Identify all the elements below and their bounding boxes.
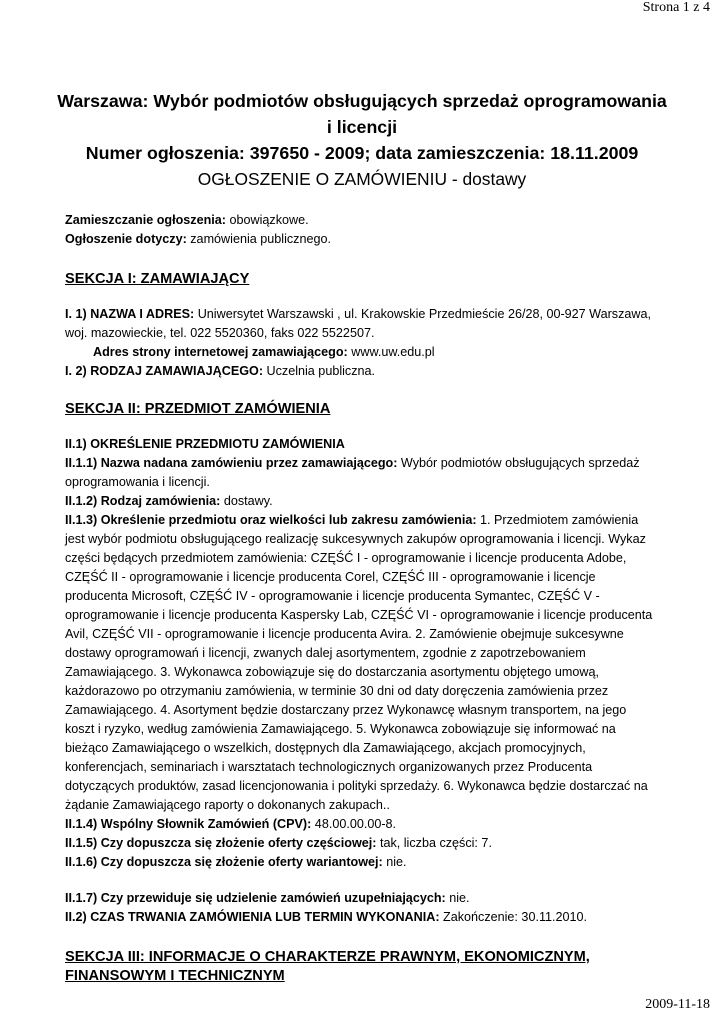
cpv-label: II.1.4) Wspólny Słownik Zamówień (CPV): [65,817,312,831]
order-name-value: Wybór podmiotów obsługujących sprzedaż oprogramowania i licencji. [65,456,640,489]
partial-offer-label: II.1.5) Czy dopuszcza się złożenie oferty częściowej: [65,836,377,850]
supplementary-orders-line [65,889,655,908]
notice-subtitle: OGŁOSZENIE O ZAMÓWIENIU - dostawy [197,169,527,189]
concerns-label: Ogłoszenie dotyczy: [65,232,187,246]
placement-label: Zamieszczanie ogłoszenia: [65,213,226,227]
placement-value: obowiązkowe. [225,213,309,227]
placement-line [65,211,655,230]
order-kind-value: dostawy. [220,494,273,508]
supplementary-orders-label: II.1.7) Czy przewiduje się udzielenie zamówień uzupełniających: [65,891,446,905]
partial-offer-line [65,834,655,853]
partial-offer-value: tak, liczba części: 7. [376,836,492,850]
name-address-value: Uniwersytet Warszawski , ul. Krakowskie Przedmieście 26/28, 00-927 Warszawa, woj. mazowieckie, tel. 022 5520360, faks 022 5522507. [65,307,651,340]
title-line-3: Numer ogłoszenia: 397650 - 2009; data zamieszczenia: 18.11.2009 [85,143,639,163]
title-line-2: i licencji [326,117,398,137]
supplementary-orders-value: nie. [445,891,470,905]
title-block [30,88,694,192]
order-description-label: II.1.3) Określenie przedmiotu oraz wielkości lub zakresu zamówienia: [65,513,477,527]
website-line [65,343,655,362]
duration-label: II.2) CZAS TRWANIA ZAMÓWIENIA LUB TERMIN WYKONANIA: [65,910,440,924]
page-number: Strona 1 z 4 [642,0,710,15]
section-1-heading: SEKCJA I: ZAMAWIAJĄCY [65,271,250,287]
contracting-type-line [65,362,655,381]
variant-offer-value: nie. [382,855,407,869]
website-label: Adres strony internetowej zamawiającego: [93,345,348,359]
definition-heading-text: II.1) OKREŚLENIE PRZEDMIOTU ZAMÓWIENIA [65,437,345,451]
website-value: www.uw.edu.pl [347,345,435,359]
concerns-line [65,230,655,249]
section-2-heading: SEKCJA II: PRZEDMIOT ZAMÓWIENIA [65,401,331,417]
cpv-line [65,815,655,834]
section-3-heading: SEKCJA III: INFORMACJE O CHARAKTERZE PRAWNYM, EKONOMICZNYM, FINANSOWYM I TECHNICZNYM [65,949,590,984]
order-name-label: II.1.1) Nazwa nadana zamówieniu przez zamawiającego: [65,456,398,470]
contracting-type-value: Uczelnia publiczna. [263,364,376,378]
title-line-1: Warszawa: Wybór podmiotów obsługujących sprzedaż oprogramowania [57,91,667,111]
order-description-value: 1. Przedmiotem zamówienia jest wybór podmiotu obsługującego realizację sukcesywnych zakupów oprogramowania i licencji. Wykaz części będących przedmiotem zamówienia: CZĘŚĆ I - oprogramowanie i licencje producenta Adobe, CZĘŚĆ II - oprogramowanie i licencje producenta Corel, CZĘŚĆ III - oprogramowanie i licencje producenta Microsoft, CZĘŚĆ IV - oprogramowanie i licencje producenta Symantec, CZĘŚĆ V - oprogramowanie i licencje producenta Kaspersky Lab, CZĘŚĆ VI - oprogramowanie i licencje producenta Avil, CZĘŚĆ VII - oprogramowanie i licencje producenta Avira. 2. Zamówienie obejmuje sukcesywne dostawy oprogramowań i licencji, zwanych dalej asortymentem, zgodnie z zapotrzebowaniem Zamawiającego. 3. Wykonawca zobowiązuje się do dostarczania asortymentu objętego umową, każdorazowo po otrzymaniu zamówienia, w terminie 30 dni od daty doręczenia zamówienia przez Zamawiającego. 4. Asortyment będzie dostarczany przez Wykonawcę własnym transportem, na jego koszt i ryzyko, według zamówienia Zamawiającego. 5. Wykonawca zobowiązuje się informować na bieżąco Zamawiającego o wszelkich, dostępnych dla Zamawiającego, akcjach promocyjnych, konferencjach, seminariach i warsztatach technologicznych organizowanych przez Producenta dotyczących produktów, zasad licencjonowania i polityki sprzedaży. 6. Wykonawca będzie dostarczać na żądanie Zamawiającego raporty o dokonanych zakupach.. [65,513,653,812]
definition-heading [65,435,655,454]
cpv-value: 48.00.00.00-8. [311,817,397,831]
order-name-line [65,454,655,492]
variant-offer-label: II.1.6) Czy dopuszcza się złożenie oferty wariantowej: [65,855,383,869]
order-kind-label: II.1.2) Rodzaj zamówienia: [65,494,221,508]
footer-date: 2009-11-18 [645,997,710,1012]
variant-offer-line [65,853,655,872]
duration-value: Zakończenie: 30.11.2010. [439,910,588,924]
concerns-value: zamówienia publicznego. [186,232,331,246]
order-kind-line [65,492,655,511]
order-description [65,511,655,815]
document-body [65,211,655,986]
duration-line [65,908,655,927]
contracting-type-label: I. 2) RODZAJ ZAMAWIAJĄCEGO: [65,364,264,378]
name-address-label: I. 1) NAZWA I ADRES: [65,307,195,321]
name-address-line [65,305,655,343]
